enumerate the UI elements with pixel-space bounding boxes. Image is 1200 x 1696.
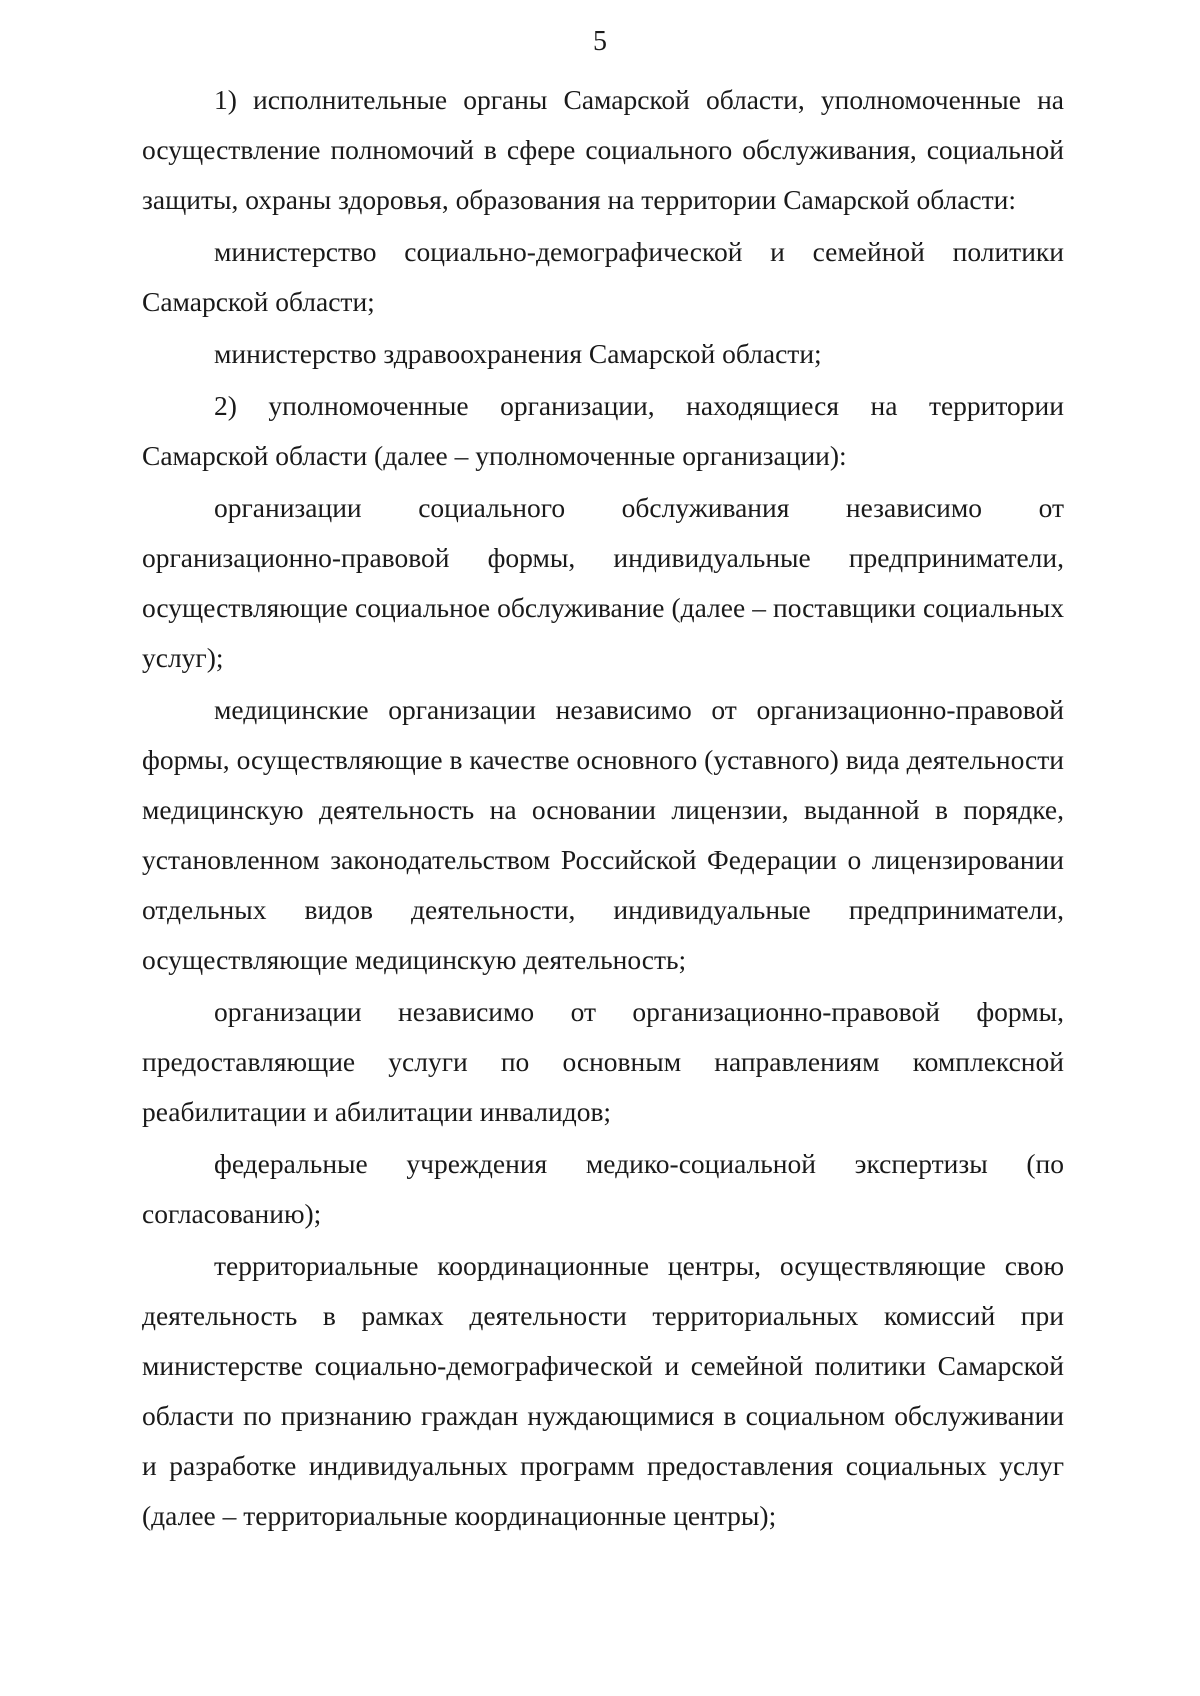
paragraph-ministry-health: министерство здравоохранения Самарской области;: [214, 338, 822, 369]
paragraph-coordination-centers: территориальные координационные центры, осуществляющие свою деятельность в рамках деятельности территориальных комиссий при министерстве социально-демографической и семейной политики Самарской области по признанию граждан нуждающимися в социальном обслуживании и разработке индивидуальных программ предоставления социальных услуг (далее – территориальные координационные центры);: [142, 1250, 1064, 1531]
paragraph-medical-organizations: медицинские организации независимо от организационно-правовой формы, осуществляющие в качестве основного (уставного) вида деятельности медицинскую деятельность на основании лицензии, выданной в порядке, установленном законодательством Российской Федерации о лицензировании отдельных видов деятельности, индивидуальные предприниматели, осуществляющие медицинскую деятельность;: [142, 694, 1064, 975]
paragraph-social-service-organizations: организации социального обслуживания независимо от организационно-правовой формы, индивидуальные предприниматели, осуществляющие социальное обслуживание (далее – поставщики социальных услуг);: [142, 492, 1064, 673]
page-number: 5: [593, 26, 607, 57]
paragraph-executive-bodies: 1) исполнительные органы Самарской области, уполномоченные на осуществление полномочий в сфере социального обслуживания, социальной защиты, охраны здоровья, образования на территории Самарской области:: [142, 84, 1064, 215]
document-body: [142, 75, 1064, 1541]
paragraph-medical-social-expertise: федеральные учреждения медико-социальной экспертизы (по согласованию);: [142, 1148, 1064, 1229]
paragraph-authorized-organizations: 2) уполномоченные организации, находящиеся на территории Самарской области (далее – уполномоченные организации):: [142, 390, 1064, 471]
paragraph-rehabilitation-organizations: организации независимо от организационно-правовой формы, предоставляющие услуги по основным направлениям комплексной реабилитации и абилитации инвалидов;: [142, 996, 1064, 1127]
paragraph-ministry-social-policy: министерство социально-демографической и семейной политики Самарской области;: [142, 236, 1064, 317]
